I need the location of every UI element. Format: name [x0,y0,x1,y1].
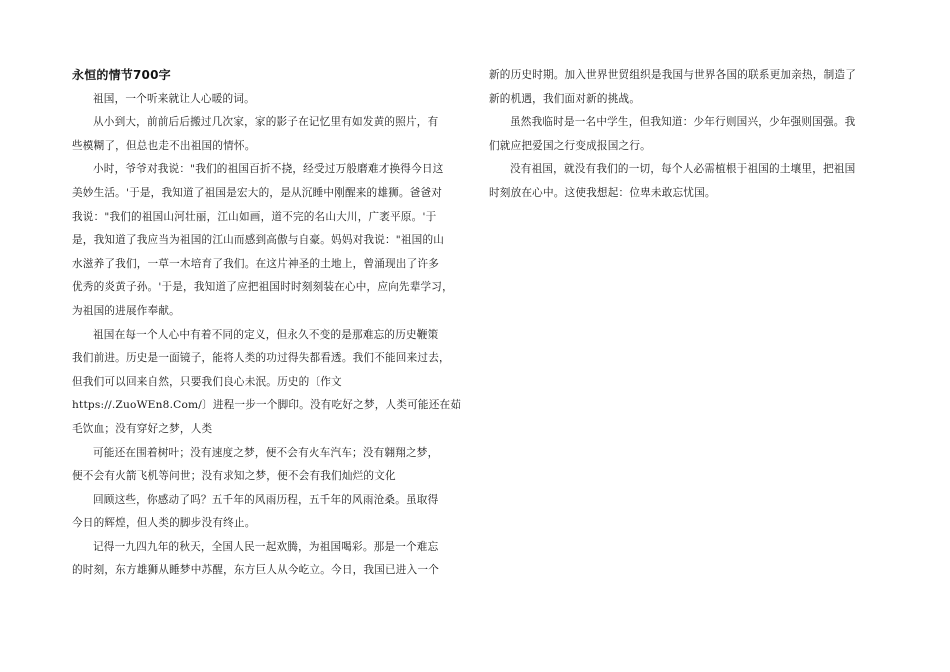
right-column [489,64,877,206]
text-line: 是，我知道了我应当为祖国的江山而感到高傲与自豪。妈妈对我说："祖国的山 [72,234,445,247]
text-line: 回顾这些，你感动了吗？五千年的风雨历程，五千年的风雨沧桑。虽取得 [93,493,439,506]
text-line: 从小到大，前前后后搬过几次家，家的影子在记忆里有如发黄的照片，有 [93,116,439,129]
text-line: 为祖国的进展作奉献。 [72,304,180,317]
text-line: 我们前进。历史是一面镜子，能将人类的功过得失都看透。我们不能回来过去， [72,352,450,365]
text-line: 些模糊了，但总也走不出祖国的情怀。 [72,139,256,152]
text-line: 水滋养了我们，一草一木培育了我们。在这片神圣的土地上，曾涌现出了许多 [72,257,439,270]
left-text-body [72,88,464,583]
text-line: 的时刻，东方雄狮从睡梦中苏醒，东方巨人从今屹立。今日，我国已进入一个 [72,564,439,577]
document-title: 永恒的情节700字 [72,68,171,82]
right-text-body [489,64,877,206]
text-line: 今日的辉煌，但人类的脚步没有终止。 [72,517,256,530]
text-line: 但我们可以回来自然，只要我们良心未泯。历史的〔作文 [72,375,342,388]
text-line: 小时，爷爷对我说："我们的祖国百折不挠，经受过万般磨难才换得今日这 [93,163,444,176]
text-line: 毛饮血；没有穿好之梦，人类 [72,422,213,435]
text-line: 美妙生活。'于是，我知道了祖国是宏大的，是从沉睡中刚醒来的雄狮。爸爸对 [72,186,443,199]
text-line: 祖国在每一个人心中有着不同的定义，但永久不变的是那难忘的历史鞭策 [93,328,439,341]
text-line: 新的历史时期。加入世界世贸组织是我国与世界各国的联系更加亲热，制造了 [489,69,856,81]
text-line: 时刻放在心中。这使我想起：位卑未敢忘忧国。 [489,186,716,199]
text-line: 虽然我临时是一名中学生，但我知道：少年行则国兴，少年强则国强。我 [510,116,856,129]
text-line: 我说："我们的祖国山河壮丽，江山如画，道不完的名山大川，广袤平原。'于 [72,210,437,223]
left-column [72,64,464,583]
text-line: 们就应把爱国之行变成报国之行。 [489,139,651,152]
text-line: https://.ZuoWEn8.Com/〕进程一步一个脚印。没有吃好之梦，人类可能还在茹 [72,399,462,412]
text-line: 记得一九四九年的秋天，全国人民一起欢腾，为祖国喝彩。那是一个难忘 [93,540,439,553]
text-line: 可能还在围着树叶；没有速度之梦，便不会有火车汽车；没有翱翔之梦， [93,446,439,459]
text-line: 没有祖国，就没有我们的一切，每个人必需植根于祖国的土壤里，把祖国 [510,163,856,176]
text-line: 祖国，一个听来就让人心暖的词。 [93,92,255,105]
text-line: 便不会有火箭飞机等问世；没有求知之梦，便不会有我们灿烂的文化 [72,470,396,483]
text-line: 优秀的炎黄子孙。'于是，我知道了应把祖国时时刻刻装在心中，应向先辈学习， [72,281,453,294]
text-line: 新的机遇，我们面对新的挑战。 [489,92,641,105]
